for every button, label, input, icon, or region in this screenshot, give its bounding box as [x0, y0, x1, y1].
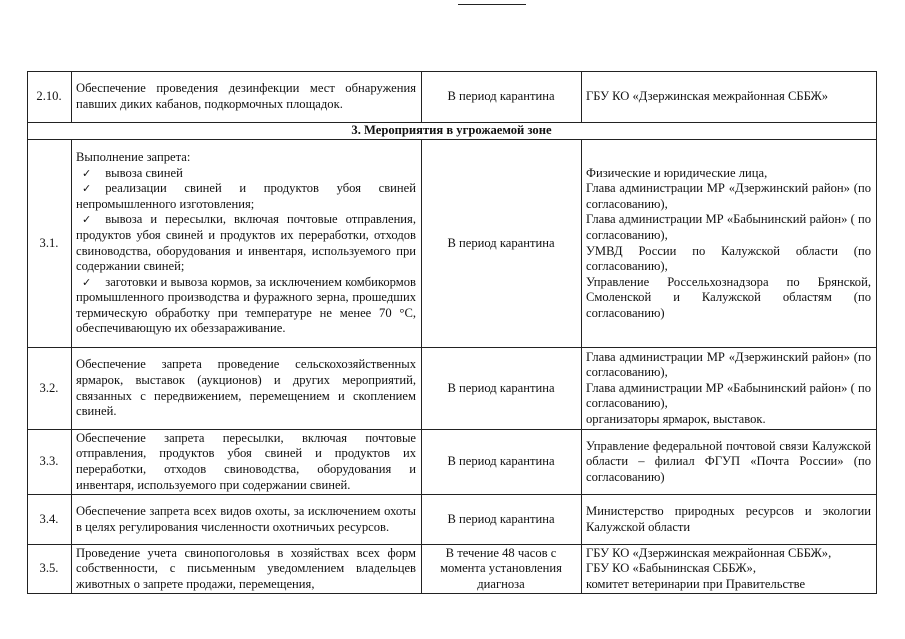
measure-intro: Выполнение запрета:: [76, 149, 191, 164]
responsible-line: Управление Россельхознадзора по Брянской, Смоленской и Калужской областям (по согласованию): [586, 274, 871, 320]
table-row: [28, 430, 877, 495]
table-row: [28, 140, 877, 348]
page-top-rule: [458, 0, 526, 5]
responsible-cell: [582, 545, 877, 594]
responsible-line: Глава администрации МР «Дзержинский район» (по согласованию),: [586, 181, 871, 211]
table-row: [28, 545, 877, 594]
checklist-item: ✓ реализации свиней и продуктов убоя свиней непромышленного изготовления;: [76, 181, 416, 212]
checklist-item: ✓ заготовки и вывоза кормов, за исключением комбикормов промышленного производства и фуражного зерна, прошедших термическую обработку при температуре не менее 70 °С, обеспечивающую их обеззараживание.: [76, 275, 416, 337]
row-number: 3.1.: [28, 140, 72, 348]
responsible-line: комитет ветеринарии при Правительстве: [586, 576, 806, 591]
period-cell: В период карантина: [422, 140, 582, 348]
responsible-line: Глава администрации МР «Бабынинский район» ( по согласованию),: [586, 212, 871, 242]
section-title: 3. Мероприятия в угрожаемой зоне: [28, 123, 877, 140]
period-cell: В период карантина: [422, 430, 582, 495]
measure-description: [72, 140, 422, 348]
table-row: [28, 72, 877, 123]
responsible-cell: [582, 348, 877, 430]
measure-description: Обеспечение запрета пересылки, включая почтовые отправления, продуктов убоя свиней и продуктов их переработки, отходов свиноводства, оборудования и инвентаря, используемого при содержании свиней.: [72, 430, 422, 495]
measure-description: Обеспечение проведения дезинфекции мест обнаружения павших диких кабанов, подкормочных площадок.: [72, 72, 422, 123]
table-row: [28, 495, 877, 545]
responsible-line: ГБУ КО «Бабынинская СББЖ»,: [586, 561, 756, 576]
responsible-line: Глава администрации МР «Бабынинский район» ( по согласованию),: [586, 380, 871, 411]
responsible-cell: Министерство природных ресурсов и экологии Калужской области: [582, 495, 877, 545]
measure-description: Проведение учета свинопоголовья в хозяйствах всех форм собственности, с письменным уведомлением владельцев животных о запрете продажи, перемещения,: [72, 545, 422, 594]
row-number: 3.4.: [28, 495, 72, 545]
period-cell: В течение 48 часов с момента установления диагноза: [422, 545, 582, 594]
table-row: [28, 348, 877, 430]
responsible-cell: [582, 140, 877, 348]
responsible-cell: Управление федеральной почтовой связи Калужской области – филиал ФГУП «Почта России» (по согласованию): [582, 430, 877, 495]
section-header-row: [28, 123, 877, 140]
responsible-line: УМВД России по Калужской области (по согласованию),: [586, 243, 871, 274]
measure-description: Обеспечение запрета проведение сельскохозяйственных ярмарок, выставок (аукционов) и других мероприятий, связанных с передвижением, перемещением и скоплением свиней.: [72, 348, 422, 430]
row-number: 2.10.: [28, 72, 72, 123]
row-number: 3.2.: [28, 348, 72, 430]
responsible-line: Физические и юридические лица,: [586, 165, 768, 180]
measure-description: Обеспечение запрета всех видов охоты, за исключением охоты в целях регулирования численности охотничьих ресурсов.: [72, 495, 422, 545]
period-cell: В период карантина: [422, 495, 582, 545]
responsible-line: ГБУ КО «Дзержинская межрайонная СББЖ»,: [586, 545, 832, 560]
checklist-item: ✓ вывоза и пересылки, включая почтовые отправления, продуктов убоя свиней и продуктов их переработки, отходов свиноводства, оборудования и инвентаря, используемого при содержании свиней;: [76, 212, 416, 274]
responsible-cell: ГБУ КО «Дзержинская межрайонная СББЖ»: [582, 72, 877, 123]
checklist-item: ✓ вывоза свиней: [76, 166, 416, 182]
measures-table: [27, 71, 877, 594]
row-number: 3.5.: [28, 545, 72, 594]
period-cell: В период карантина: [422, 348, 582, 430]
row-number: 3.3.: [28, 430, 72, 495]
responsible-line: Глава администрации МР «Дзержинский район» (по согласованию),: [586, 349, 871, 380]
period-cell: В период карантина: [422, 72, 582, 123]
responsible-line: организаторы ярмарок, выставок.: [586, 411, 766, 426]
